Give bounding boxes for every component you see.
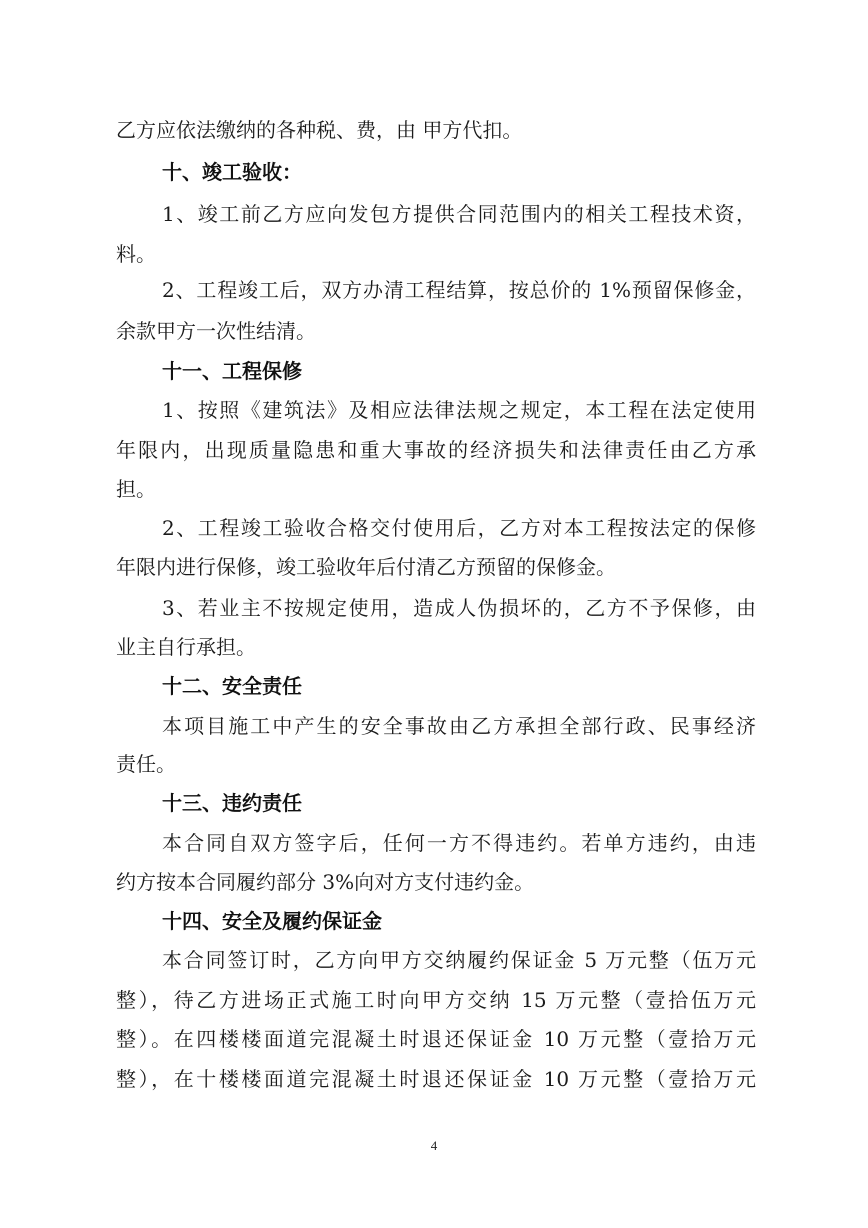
paragraph-line: 责任。 — [116, 752, 176, 776]
page-number: 4 — [430, 1138, 438, 1153]
section-heading-14: 十四、安全及履约保证金 — [162, 909, 382, 933]
paragraph-line: 约方按本合同履约部分 3%向对方支付违约金。 — [116, 870, 535, 894]
paragraph-line: 担。 — [116, 477, 156, 501]
paragraph-line: 乙方应依法缴纳的各种税、费，由 甲方代扣。 — [116, 118, 523, 142]
section-heading-13: 十三、违约责任 — [162, 791, 302, 815]
paragraph-line: 2、工程竣工验收合格交付使用后，乙方对本工程按法定的保修 — [162, 516, 756, 540]
paragraph-line: 本项目施工中产生的安全事故由乙方承担全部行政、民事经济 — [162, 714, 756, 738]
paragraph-line: 本合同自双方签字后，任何一方不得违约。若单方违约，由违 — [162, 831, 756, 855]
paragraph-line: 余款甲方一次性结清。 — [116, 319, 316, 343]
paragraph-line: 整），待乙方进场正式施工时向甲方交纳 15 万元整（壹拾伍万元 — [116, 988, 756, 1012]
section-heading-12: 十二、安全责任 — [162, 674, 302, 698]
paragraph-line: 年限内进行保修，竣工验收年后付清乙方预留的保修金。 — [116, 555, 616, 579]
paragraph-line: 本合同签订时，乙方向甲方交纳履约保证金 5 万元整（伍万元 — [162, 948, 756, 972]
paragraph-line: 1、竣工前乙方应向发包方提供合同范围内的相关工程技术资， — [162, 202, 756, 226]
section-heading-10: 十、竣工验收： — [162, 160, 302, 184]
paragraph-line: 整），在十楼楼面道完混凝土时退还保证金 10 万元整（壹拾万元 — [116, 1067, 756, 1091]
paragraph-line: 业主自行承担。 — [116, 635, 256, 659]
paragraph-line: 年限内，出现质量隐患和重大事故的经济损失和法律责任由乙方承 — [116, 438, 756, 462]
paragraph-line: 2、工程竣工后，双方办清工程结算，按总价的 1%预留保修金， — [162, 278, 756, 302]
section-heading-11: 十一、工程保修 — [162, 359, 302, 383]
paragraph-line: 料。 — [116, 242, 156, 266]
paragraph-line: 整）。在四楼楼面道完混凝土时退还保证金 10 万元整（壹拾万元 — [116, 1027, 756, 1051]
paragraph-line: 3、若业主不按规定使用，造成人伪损坏的，乙方不予保修，由 — [162, 596, 756, 620]
paragraph-line: 1、按照《建筑法》及相应法律法规之规定，本工程在法定使用 — [162, 398, 756, 422]
